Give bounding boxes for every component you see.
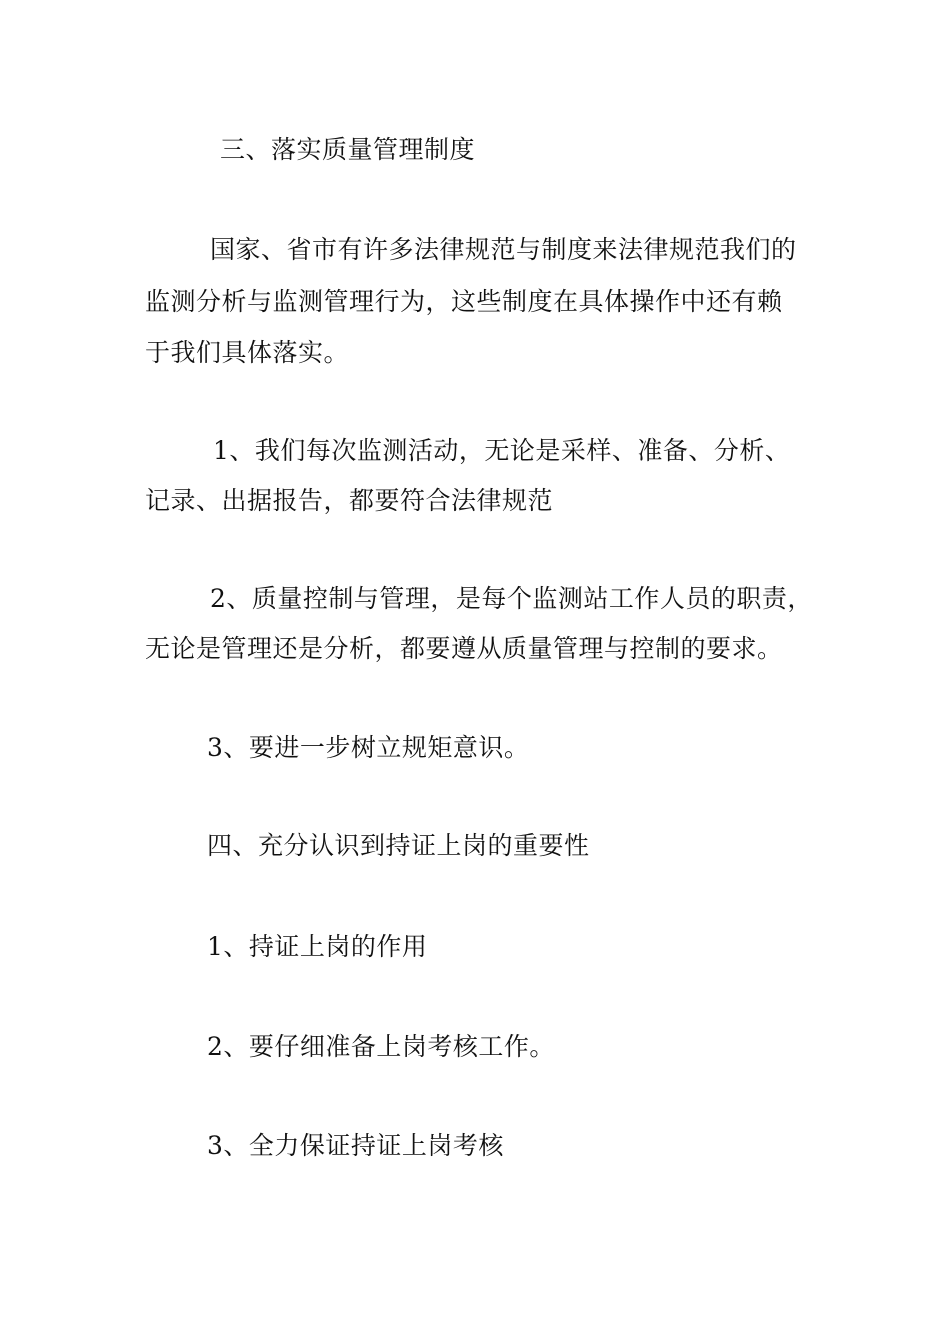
- section-heading-4: 四、充分认识到持证上岗的重要性: [207, 831, 590, 860]
- section-heading-3: 三、落实质量管理制度: [220, 135, 476, 164]
- list-item-line: 无论是管理还是分析，都要遵从质量管理与控制的要求。: [145, 634, 783, 663]
- paragraph-line: 监测分析与监测管理行为，这些制度在具体操作中还有赖: [145, 287, 783, 316]
- list-item-line: 1、我们每次监测活动，无论是采样、准备、分析、: [213, 436, 791, 465]
- list-item-line: 2、要仔细准备上岗考核工作。: [207, 1032, 555, 1061]
- list-item-line: 3、全力保证持证上岗考核: [207, 1131, 504, 1160]
- paragraph-line: 于我们具体落实。: [145, 338, 350, 367]
- list-item-line: 2、质量控制与管理，是每个监测站工作人员的职责，: [210, 584, 813, 613]
- list-item-line: 3、要进一步树立规矩意识。: [207, 733, 530, 762]
- paragraph-line: 国家、省市有许多法律规范与制度来法律规范我们的: [210, 235, 797, 264]
- list-item-line: 1、持证上岗的作用: [207, 932, 428, 961]
- list-item-line: 记录、出据报告，都要符合法律规范: [145, 486, 554, 515]
